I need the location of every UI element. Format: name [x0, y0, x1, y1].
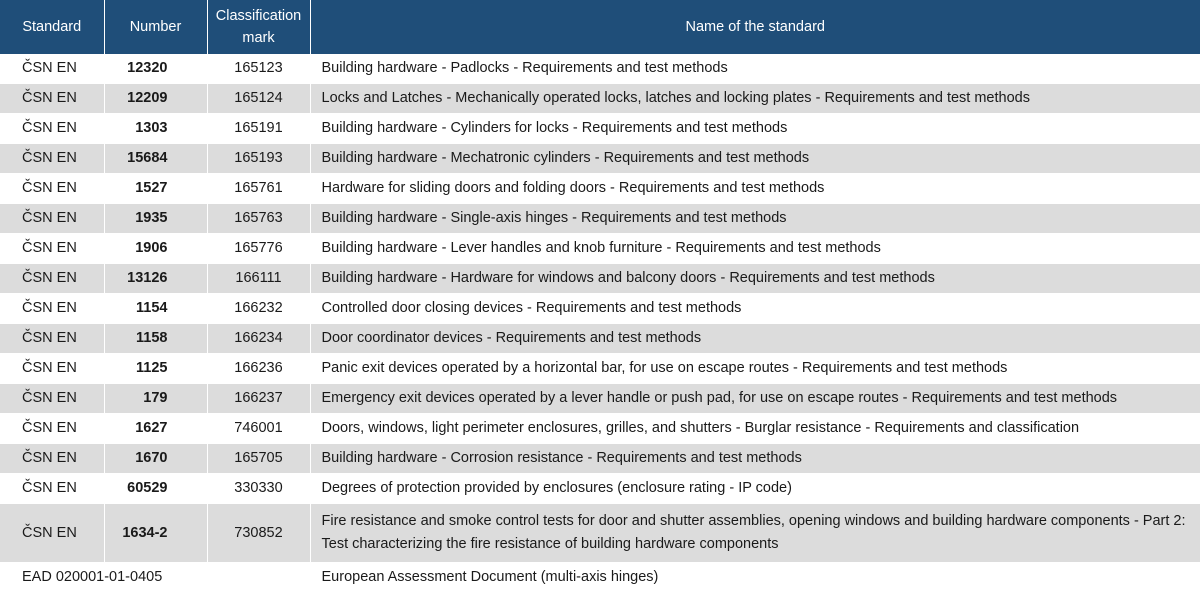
header-classification-line2: mark	[242, 30, 275, 46]
table-row	[0, 54, 1200, 84]
number-cell: 1527	[104, 174, 207, 204]
table-row	[0, 504, 1200, 563]
number-cell: 1303	[104, 114, 207, 144]
standard-name-cell: Building hardware - Lever handles and knob furniture - Requirements and test methods	[310, 234, 1200, 264]
standard-cell: ČSN EN	[0, 114, 104, 144]
number-cell: 1906	[104, 234, 207, 264]
table-row	[0, 414, 1200, 444]
standard-cell: ČSN EN	[0, 144, 104, 174]
standard-name-cell: Building hardware - Padlocks - Requirements and test methods	[310, 54, 1200, 84]
standard-cell: ČSN EN	[0, 294, 104, 324]
number-cell: 60529	[104, 474, 207, 504]
table-row	[0, 294, 1200, 324]
classification-mark-cell: 165124	[207, 84, 310, 114]
classification-mark-cell: 166111	[207, 264, 310, 294]
standard-cell: ČSN EN	[0, 204, 104, 234]
number-cell: 1627	[104, 414, 207, 444]
standard-cell: ČSN EN	[0, 444, 104, 474]
standard-cell: ČSN EN	[0, 474, 104, 504]
number-cell: 179	[104, 384, 207, 414]
standard-name-cell: Emergency exit devices operated by a lever handle or push pad, for use on escape routes - Requirements and test methods	[310, 384, 1200, 414]
standard-name-cell: Building hardware - Corrosion resistance - Requirements and test methods	[310, 444, 1200, 474]
table-row	[0, 324, 1200, 354]
standard-cell: ČSN EN	[0, 504, 104, 563]
standard-name-cell: Panic exit devices operated by a horizontal bar, for use on escape routes - Requirements and test methods	[310, 354, 1200, 384]
table-row	[0, 384, 1200, 414]
number-cell: 15684	[104, 144, 207, 174]
classification-mark-cell: 165193	[207, 144, 310, 174]
classification-mark-cell: 330330	[207, 474, 310, 504]
table-row	[0, 114, 1200, 144]
number-cell: 13126	[104, 264, 207, 294]
classification-mark-cell: 166232	[207, 294, 310, 324]
header-name-of-standard: Name of the standard	[310, 0, 1200, 54]
classification-mark-cell: 165761	[207, 174, 310, 204]
standard-name-cell: Controlled door closing devices - Requirements and test methods	[310, 294, 1200, 324]
number-cell: 1634-2	[104, 504, 207, 563]
header-classification-line1: Classification	[215, 8, 302, 24]
standard-name-cell: Building hardware - Hardware for windows and balcony doors - Requirements and test methods	[310, 264, 1200, 294]
number-cell: 1670	[104, 444, 207, 474]
number-cell: 12320	[104, 54, 207, 84]
standard-name-cell: Degrees of protection provided by enclosures (enclosure rating - IP code)	[310, 474, 1200, 504]
header-standard: Standard	[0, 0, 104, 54]
standard-name-cell: Door coordinator devices - Requirements and test methods	[310, 324, 1200, 354]
classification-mark-cell: 166236	[207, 354, 310, 384]
standard-cell: ČSN EN	[0, 54, 104, 84]
number-cell: 1125	[104, 354, 207, 384]
standard-name-cell: Building hardware - Mechatronic cylinders - Requirements and test methods	[310, 144, 1200, 174]
standard-name-cell: Building hardware - Single-axis hinges - Requirements and test methods	[310, 204, 1200, 234]
number-cell: 1158	[104, 324, 207, 354]
standard-cell: ČSN EN	[0, 414, 104, 444]
header-classification-mark	[207, 0, 310, 54]
number-cell: 1935	[104, 204, 207, 234]
classification-mark-cell: 165191	[207, 114, 310, 144]
table-row	[0, 144, 1200, 174]
standard-name-cell: Locks and Latches - Mechanically operated locks, latches and locking plates - Requirements and test methods	[310, 84, 1200, 114]
table-row	[0, 84, 1200, 114]
table-row	[0, 204, 1200, 234]
classification-mark-cell: 166234	[207, 324, 310, 354]
standard-cell: ČSN EN	[0, 324, 104, 354]
classification-mark-cell: 165123	[207, 54, 310, 84]
classification-mark-cell: 746001	[207, 414, 310, 444]
standard-name-cell: Fire resistance and smoke control tests for door and shutter assemblies, opening windows and building hardware components - Part 2: Test characterizing the fire resistance of building hardware components	[310, 504, 1200, 563]
standard-cell: ČSN EN	[0, 234, 104, 264]
ead-name-cell: European Assessment Document (multi-axis hinges)	[310, 563, 1200, 593]
table-row	[0, 174, 1200, 204]
table-row	[0, 264, 1200, 294]
classification-mark-cell: 165763	[207, 204, 310, 234]
classification-mark-cell: 165776	[207, 234, 310, 264]
number-cell: 1154	[104, 294, 207, 324]
classification-mark-cell: 165705	[207, 444, 310, 474]
standard-cell: ČSN EN	[0, 264, 104, 294]
standard-name-cell: Hardware for sliding doors and folding doors - Requirements and test methods	[310, 174, 1200, 204]
standard-cell: ČSN EN	[0, 174, 104, 204]
header-number: Number	[104, 0, 207, 54]
classification-mark-cell: 166237	[207, 384, 310, 414]
standard-cell: ČSN EN	[0, 354, 104, 384]
table-row	[0, 234, 1200, 264]
number-cell: 12209	[104, 84, 207, 114]
standard-name-cell: Doors, windows, light perimeter enclosures, grilles, and shutters - Burglar resistance - Requirements and classification	[310, 414, 1200, 444]
table-header-row	[0, 0, 1200, 54]
standard-cell: ČSN EN	[0, 384, 104, 414]
standard-cell: ČSN EN	[0, 84, 104, 114]
ead-standard-cell: EAD 020001-01-0405	[0, 563, 207, 593]
classification-mark-cell: 730852	[207, 504, 310, 563]
table-row	[0, 444, 1200, 474]
table-row	[0, 354, 1200, 384]
table-row	[0, 474, 1200, 504]
standard-name-cell: Building hardware - Cylinders for locks - Requirements and test methods	[310, 114, 1200, 144]
